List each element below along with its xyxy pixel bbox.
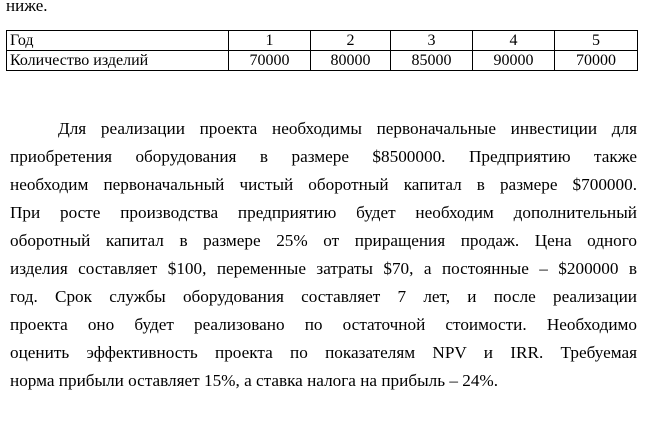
quantity-cell: 70000: [229, 51, 311, 71]
paragraph-line: норма прибыли оставляет 15%, а ставка налога на прибыль – 24%.: [10, 371, 499, 390]
table-header-row: [7, 31, 638, 51]
year-cell: 3: [391, 31, 473, 51]
year-cell: 1: [229, 31, 311, 51]
paragraph-line: необходим первоначальный чистый оборотный капитал в размере $700000.: [10, 175, 637, 194]
paragraph-line: Для реализации проекта необходимы первоначальные инвестиции для: [58, 119, 637, 138]
quantity-cell: 70000: [555, 51, 638, 71]
year-cell: 4: [473, 31, 555, 51]
paragraph-line: проекта оно будет реализовано по остаточной стоимости. Необходимо: [10, 315, 637, 334]
year-cell: 2: [311, 31, 391, 51]
year-cell: 5: [555, 31, 638, 51]
table-row: [7, 51, 638, 71]
paragraph-line: приобретения оборудования в размере $8500000. Предприятию также: [10, 147, 637, 166]
preceding-text-fragment: ниже.: [6, 0, 48, 15]
paragraph-line: год. Срок службы оборудования составляет 7 лет, и после реализации: [10, 287, 637, 306]
paragraph-line: изделия составляет $100, переменные затраты $70, а постоянные – $200000 в: [10, 259, 637, 278]
header-label-cell: Год: [7, 31, 229, 51]
row-label-cell: Количество изделий: [7, 51, 229, 71]
paragraph-line: При росте производства предприятию будет необходим дополнительный: [10, 203, 637, 222]
paragraph-line: оборотный капитал в размере 25% от приращения продаж. Цена одного: [10, 231, 637, 250]
quantity-cell: 80000: [311, 51, 391, 71]
paragraph-line: оценить эффективность проекта по показателям NPV и IRR. Требуемая: [10, 343, 637, 362]
production-table: [6, 30, 638, 71]
problem-paragraph: [10, 115, 637, 395]
quantity-cell: 90000: [473, 51, 555, 71]
quantity-cell: 85000: [391, 51, 473, 71]
